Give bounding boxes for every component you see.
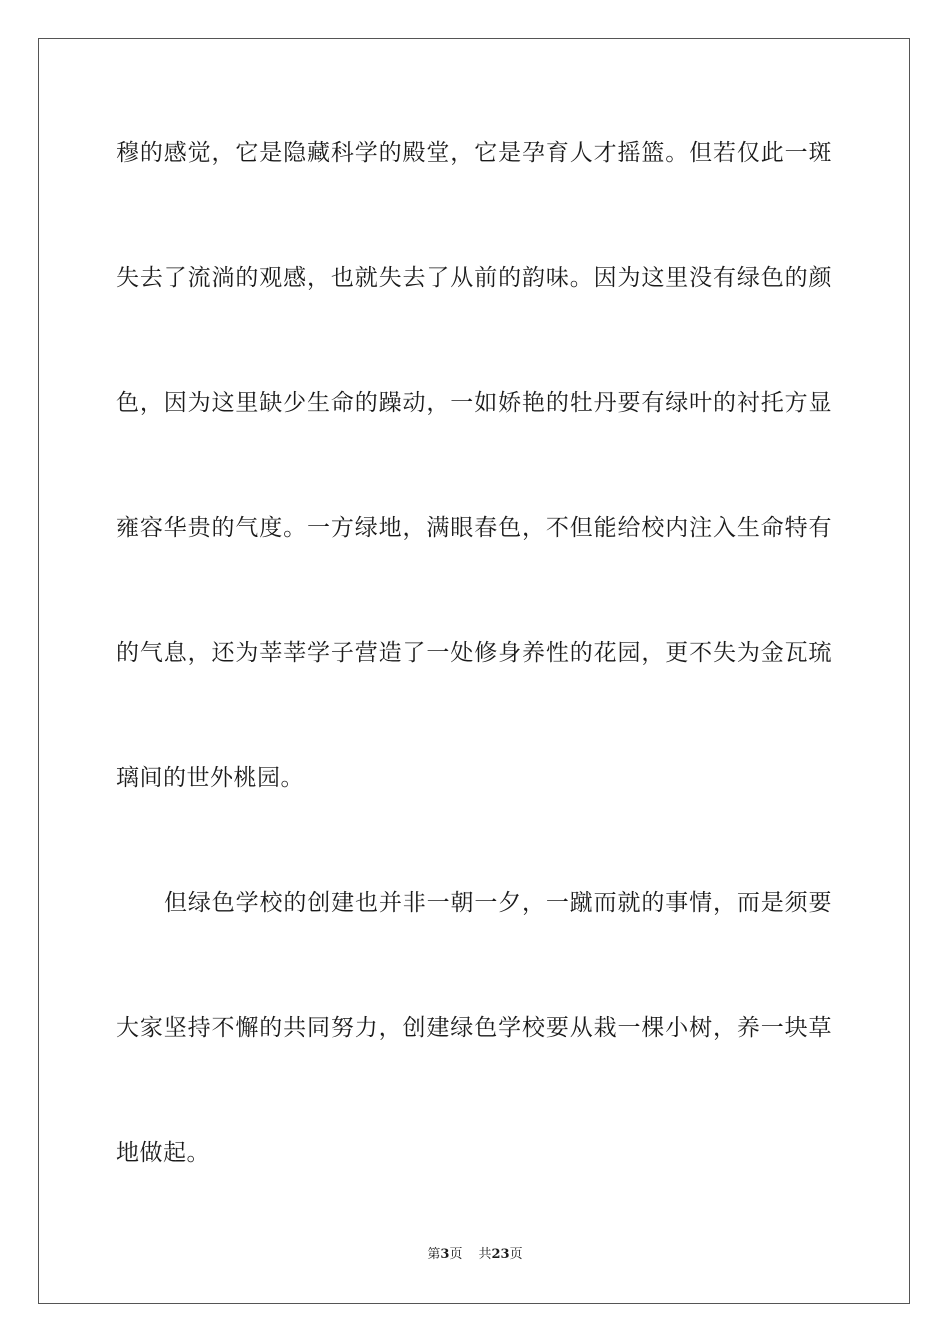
page-suffix: 页: [449, 1247, 463, 1262]
total-pages: 23: [491, 1247, 510, 1262]
paragraph-end-line: 璃间的世外桃园。: [116, 765, 304, 791]
page-footer: [0, 1246, 950, 1264]
text-line: 雍容华贵的气度。一方绿地，满眼春色，不但能给校内注入生命特有: [116, 515, 832, 541]
text-line: 色，因为这里缺少生命的躁动，一如娇艳的牡丹要有绿叶的衬托方显: [116, 390, 832, 416]
page-number: 3: [440, 1247, 450, 1262]
total-prefix: 共: [478, 1247, 492, 1262]
page-prefix: 第: [427, 1247, 441, 1262]
text-line: 失去了流淌的观感，也就失去了从前的韵味。因为这里没有绿色的颜: [116, 265, 832, 291]
text-line: 的气息，还为莘莘学子营造了一处修身养性的花园，更不失为金瓦琉: [116, 640, 832, 666]
paragraph-first-line: 但绿色学校的创建也并非一朝一夕，一蹴而就的事情，而是须要: [164, 890, 832, 916]
page-border: [38, 38, 910, 1304]
text-line: 穆的感觉，它是隐藏科学的殿堂，它是孕育人才摇篮。但若仅此一斑: [116, 140, 832, 166]
text-line: 大家坚持不懈的共同努力，创建绿色学校要从栽一棵小树，养一块草: [116, 1015, 832, 1041]
paragraph-end-line: 地做起。: [116, 1140, 210, 1166]
total-suffix: 页: [509, 1247, 523, 1262]
